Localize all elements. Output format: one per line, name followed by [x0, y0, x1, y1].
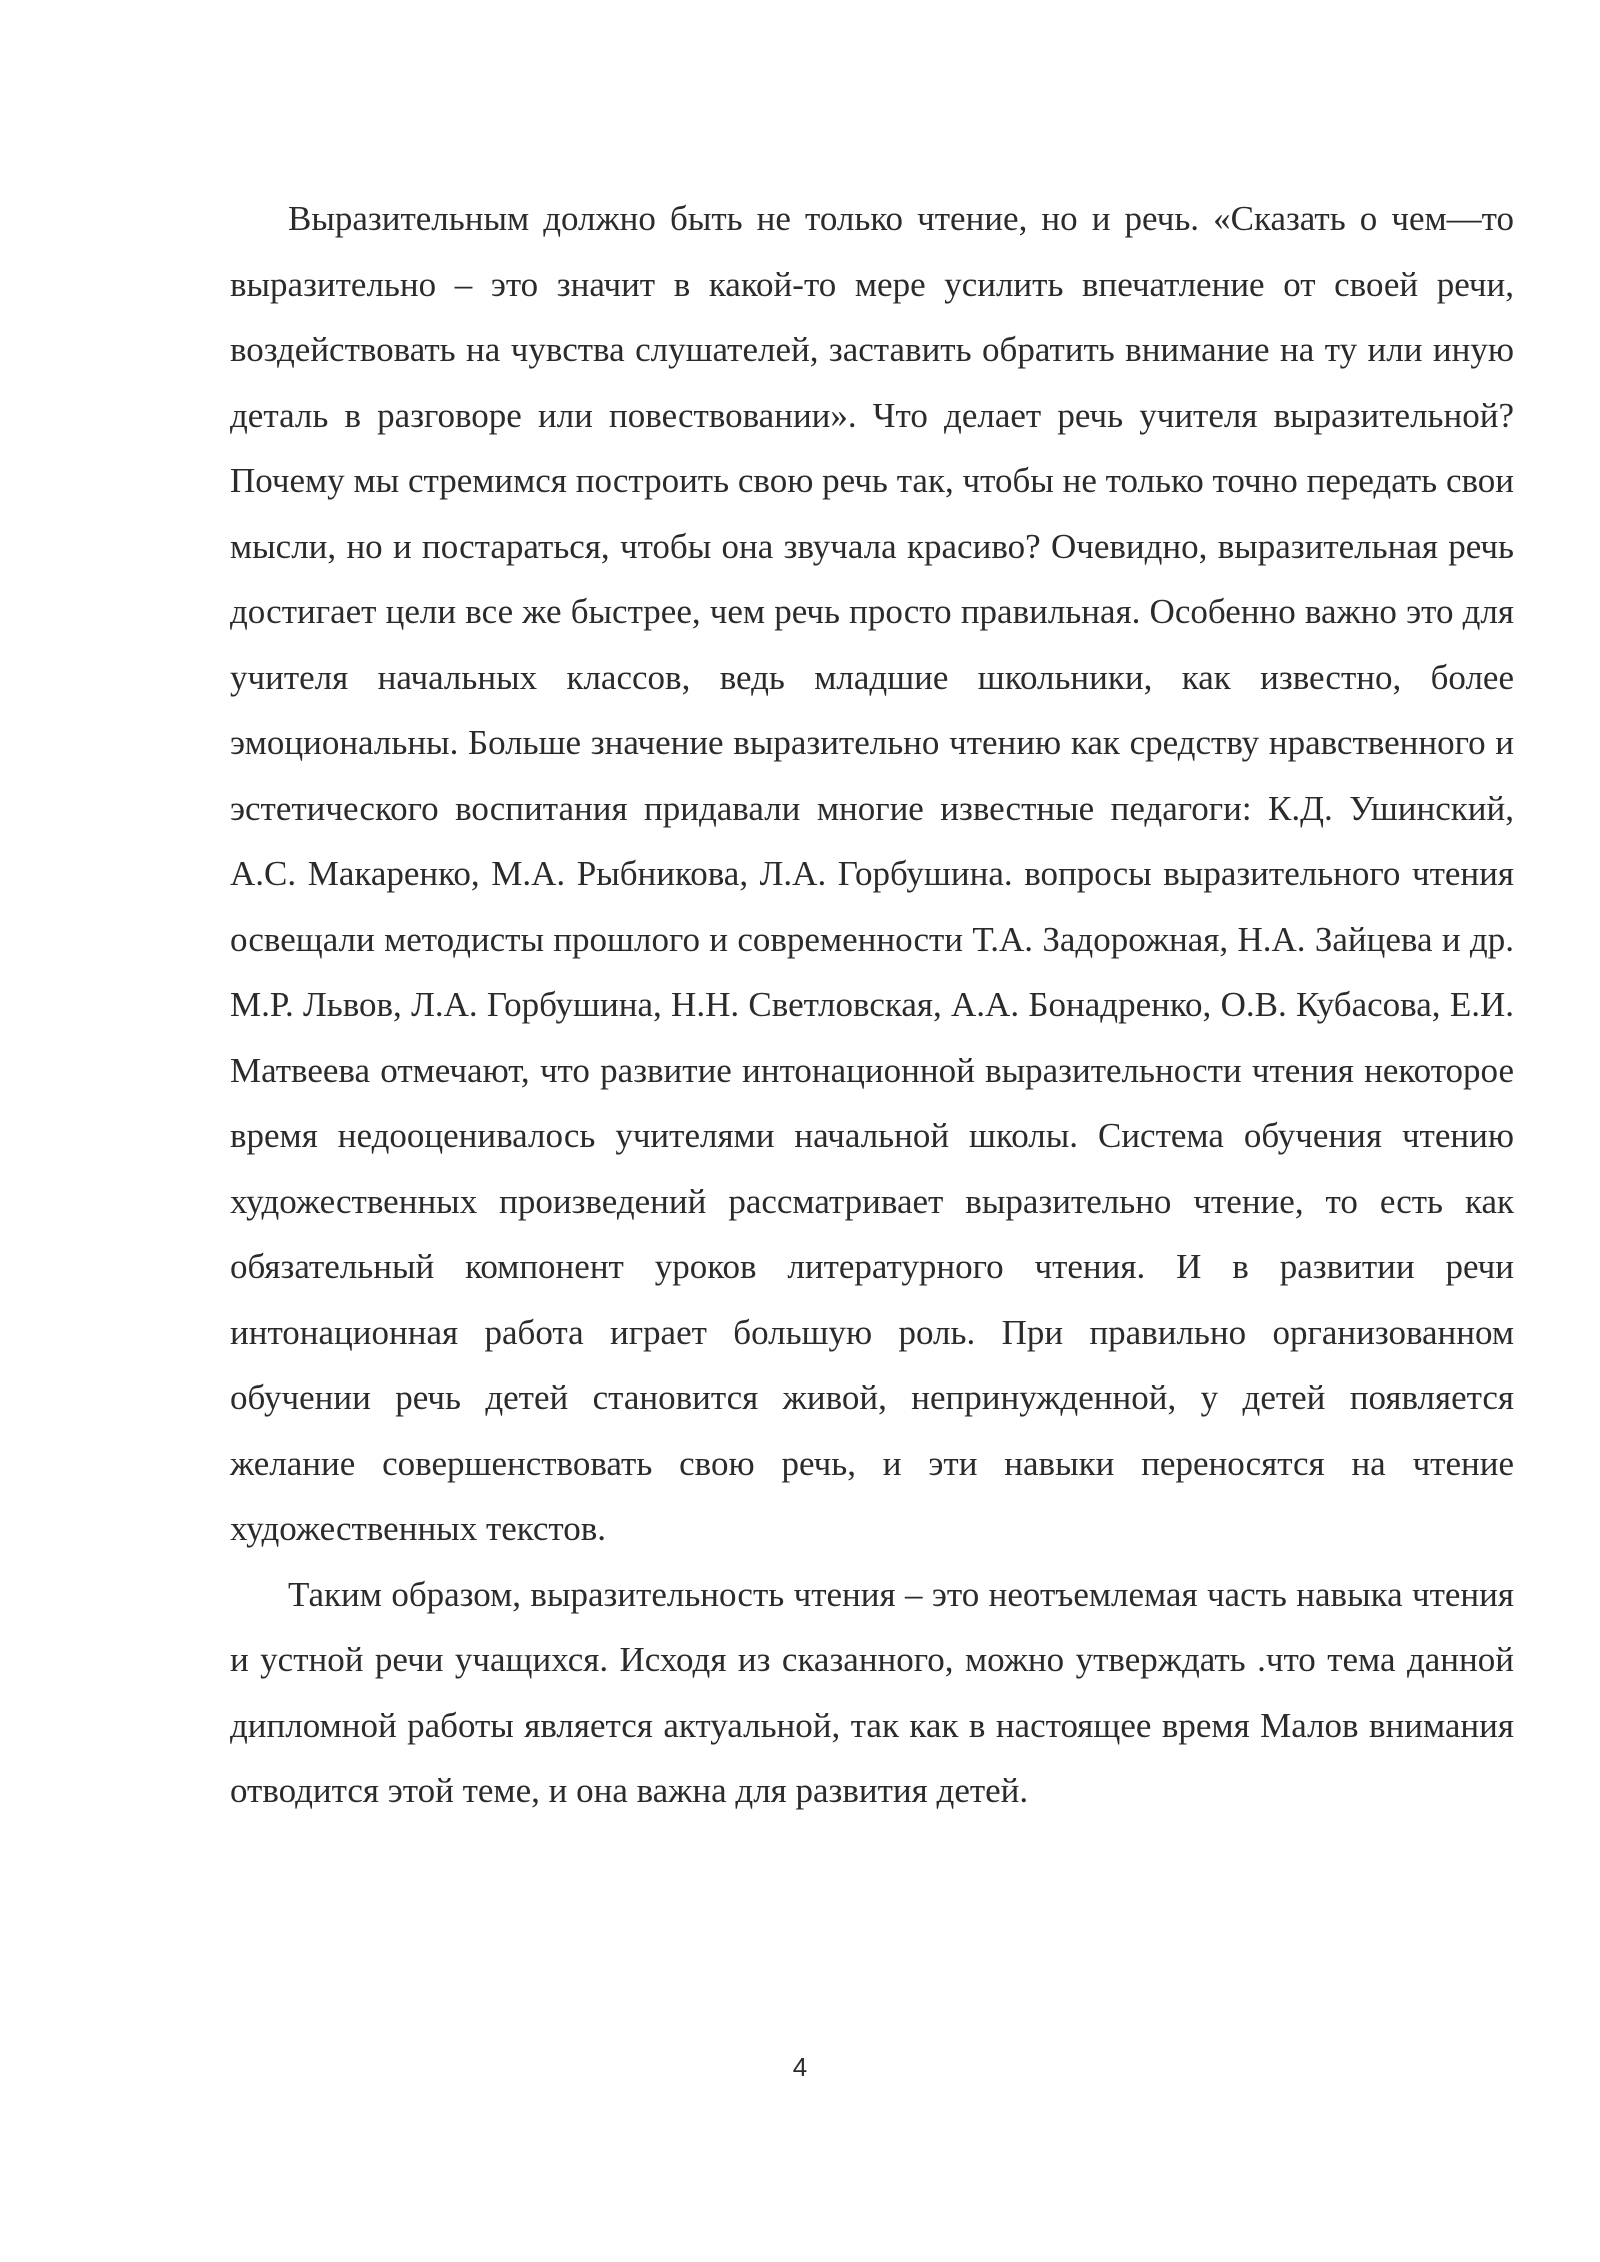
paragraph-2: Таким образом, выразительность чтения – это неотъемлемая часть навыка чтения и устной речи учащихся. Исходя из сказанного, можно утверждать .что тема данной дипломной работы является актуальной, так как в настоящее время Малов внимания отводится этой теме, и она важна для развития детей.	[230, 1574, 1514, 1810]
page-number: 4	[792, 2052, 808, 2082]
paragraph-1: Выразительным должно быть не только чтение, но и речь. «Сказать о чем—то выразительно – это значит в какой-то мере усилить впечатление от своей речи, воздействовать на чувства слушателей, заставить обратить внимание на ту или иную деталь в разговоре или повествовании». Что делает речь учителя выразительной? Почему мы стремимся построить свою речь так, чтобы не только точно передать свои мысли, но и постараться, чтобы она звучала красиво? Очевидно, выразительная речь достигает цели все же быстрее, чем речь просто правильная. Особенно важно это для учителя начальных классов, ведь младшие школьники, как известно, более эмоциональны. Больше значение выразительно чтению как средству нравственного и эстетического воспитания придавали многие известные педагоги: К.Д. Ушинский, А.С. Макаренко, М.А. Рыбникова, Л.А. Горбушина. вопросы выразительного чтения освещали методисты прошлого и современности Т.А. Задорожная, Н.А. Зайцева и др. М.Р. Львов, Л.А. Горбушина, Н.Н. Светловская, А.А. Бонадренко, О.В. Кубасова, Е.И. Матвеева отмечают, что развитие интонационной выразительности чтения некоторое время недооценивалось учителями начальной школы. Система обучения чтению художественных произведений рассматривает выразительно чтение, то есть как обязательный компонент уроков литературного чтения. И в развитии речи интонационная работа играет большую роль. При правильно организованном обучении речь детей становится живой, непринужденной, у детей появляется желание совершенствовать свою речь, и эти навыки переносятся на чтение художественных текстов.	[230, 199, 1514, 1548]
body-text	[230, 186, 1514, 1824]
